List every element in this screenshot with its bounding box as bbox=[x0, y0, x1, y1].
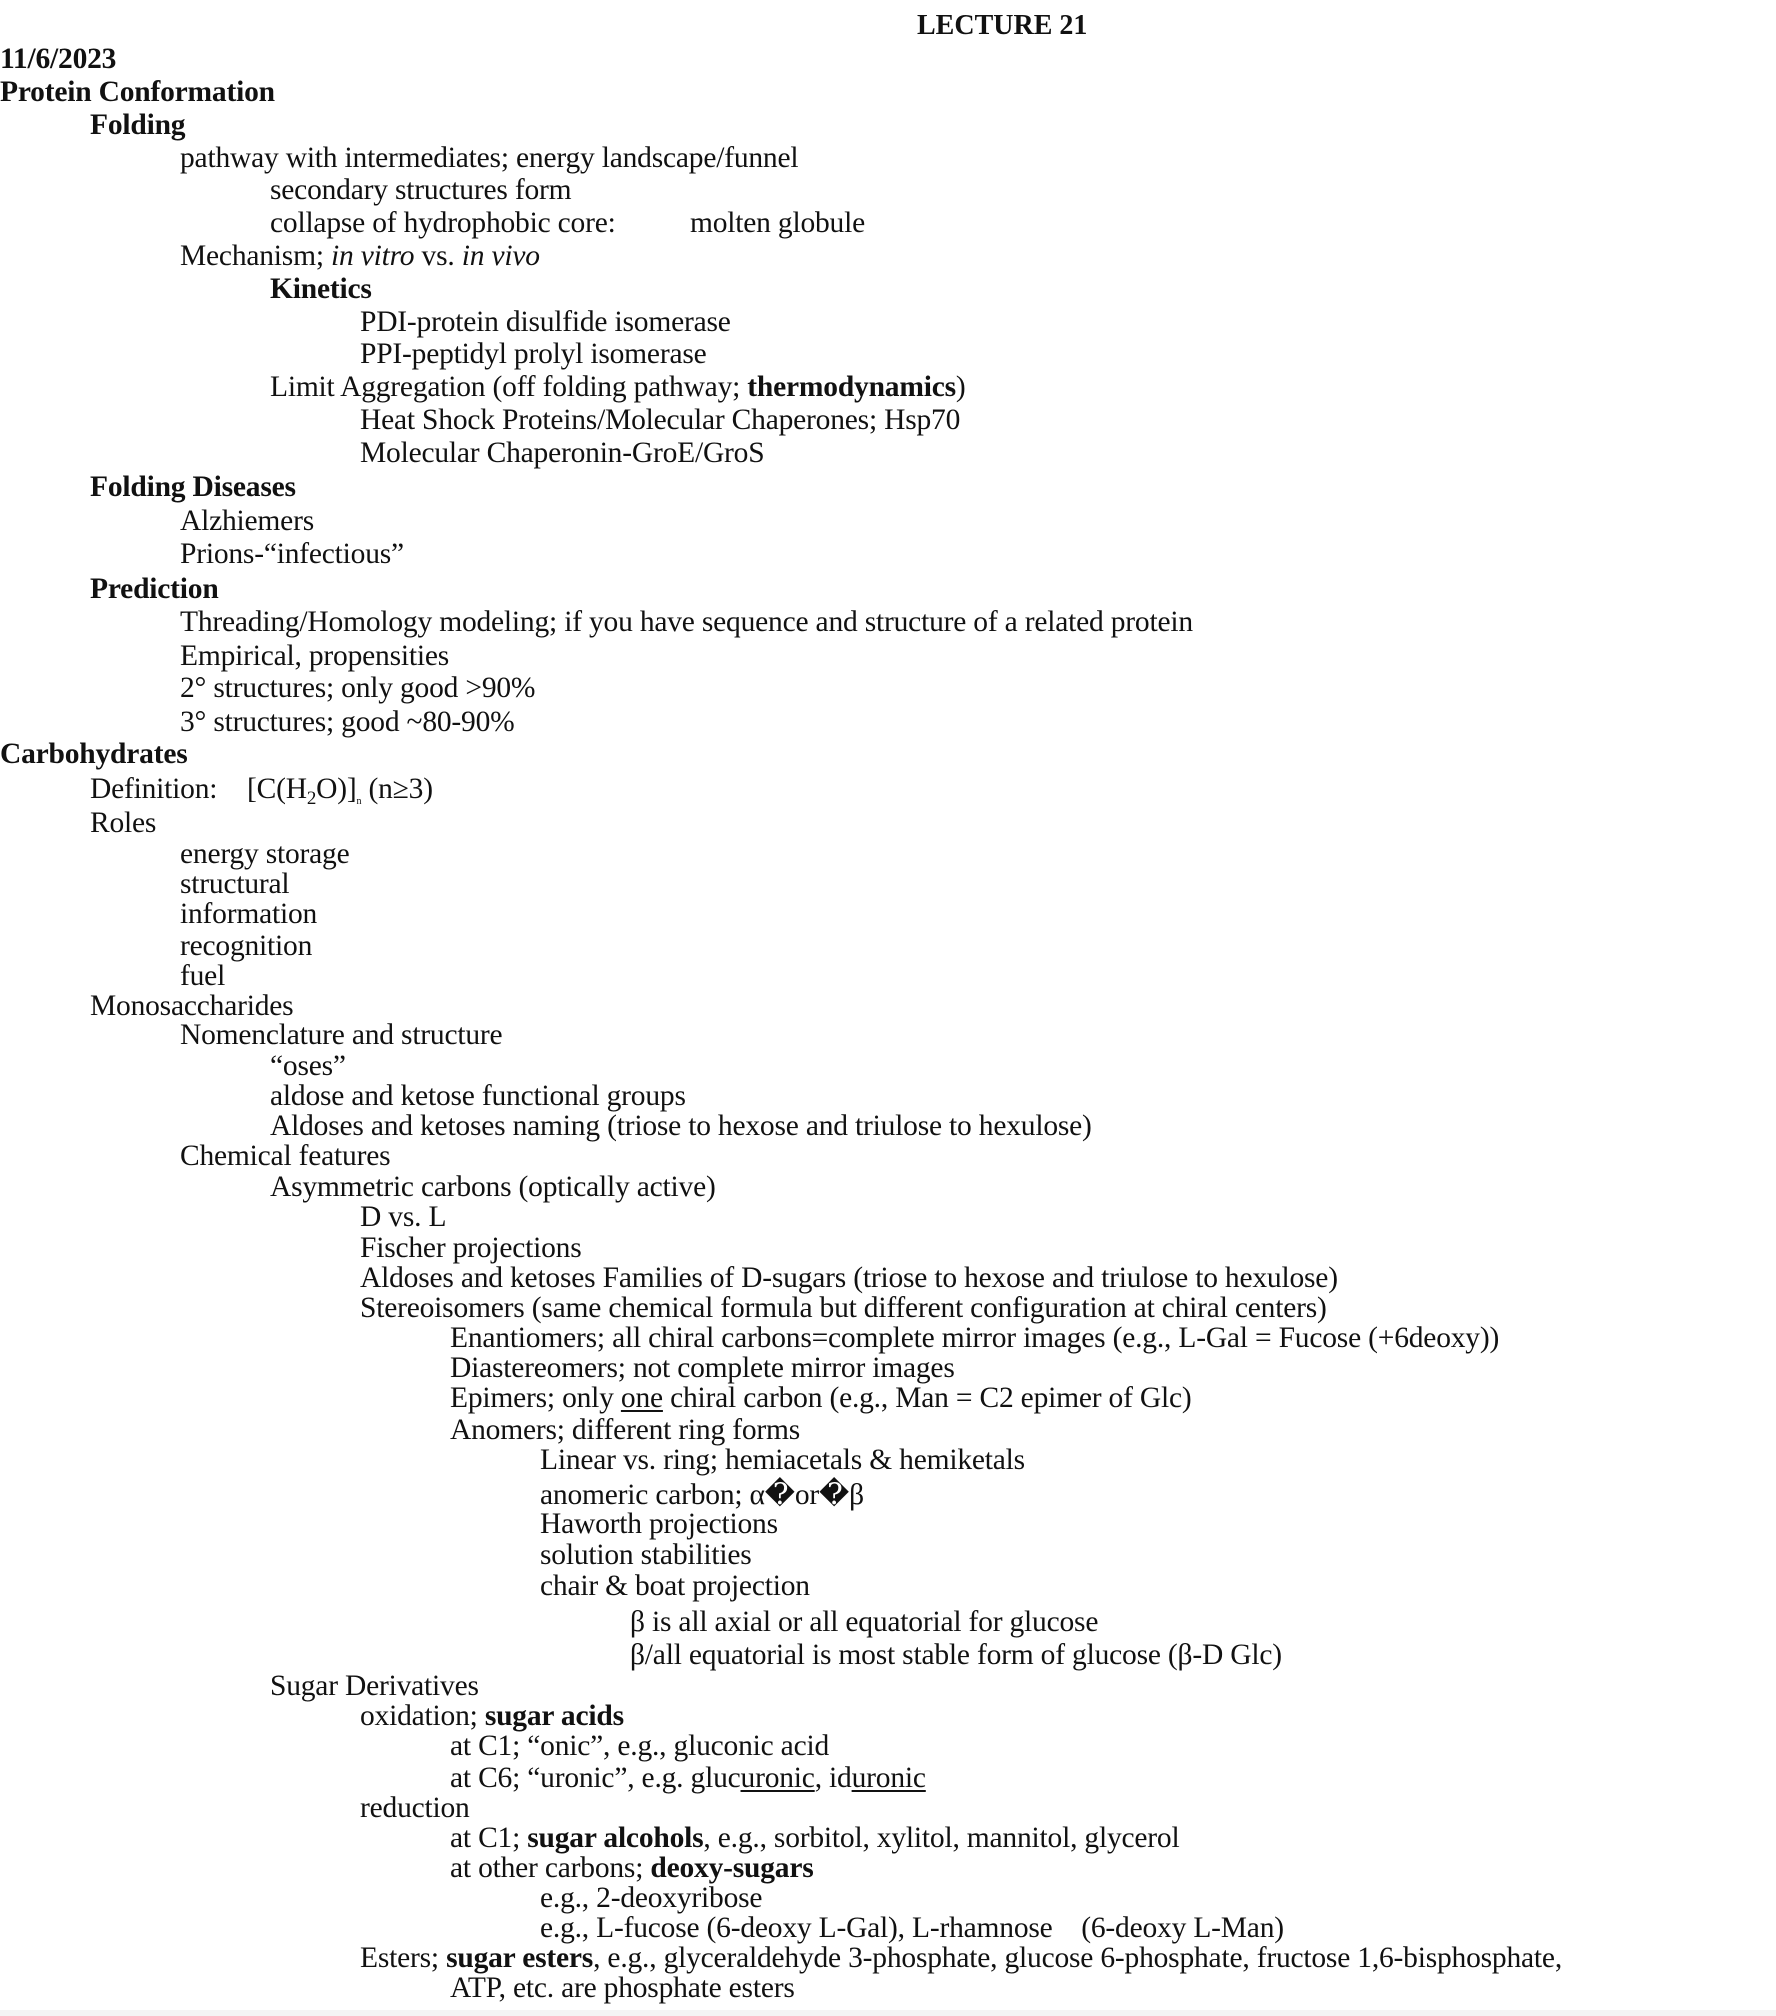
line-fischer: Fischer projections bbox=[360, 1232, 582, 1264]
line-empirical: Empirical, propensities bbox=[180, 640, 450, 672]
line-definition-formula: $[C(H_2O)]_n$ (n≥3) bbox=[247, 773, 433, 809]
line-role-energy: energy storage bbox=[180, 838, 350, 870]
line-asymmetric: Asymmetric carbons (optically active) bbox=[270, 1171, 716, 1203]
line-esters: Esters; sugar esters, e.g., glyceraldehyde 3-phosphate, glucose 6-phosphate, fructose 1,6-bisphosphate, bbox=[360, 1942, 1562, 1974]
line-solution-stabilities: solution stabilities bbox=[540, 1539, 752, 1571]
line-at-c6-uronic: at C6; “uronic”, e.g. glucuronic, iduronic bbox=[450, 1762, 926, 1794]
line-ppi: PPI-peptidyl prolyl isomerase bbox=[360, 338, 707, 370]
line-pdi: PDI-protein disulfide isomerase bbox=[360, 306, 731, 338]
line-oxidation: oxidation; sugar acids bbox=[360, 1700, 624, 1732]
line-haworth: Haworth projections bbox=[540, 1508, 778, 1540]
line-role-structural: structural bbox=[180, 868, 290, 900]
heading-prediction: Prediction bbox=[90, 573, 219, 605]
lecture-date: 11/6/2023 bbox=[0, 43, 117, 75]
line-role-recognition: recognition bbox=[180, 930, 313, 962]
page-bottom-edge bbox=[0, 2010, 1776, 2016]
line-families: Aldoses and ketoses Families of D-sugars (triose to hexose and triulose to hexulose) bbox=[360, 1262, 1338, 1294]
line-aldose-ketose: aldose and ketose functional groups bbox=[270, 1080, 686, 1112]
line-secondary-prediction: 2° structures; only good >90% bbox=[180, 672, 536, 704]
line-oses: “oses” bbox=[270, 1050, 346, 1082]
line-epimers: Epimers; only one chiral carbon (e.g., Man = C2 epimer of Glc) bbox=[450, 1382, 1192, 1414]
line-other-carbons: at other carbons; deoxy-sugars bbox=[450, 1852, 814, 1884]
line-threading: Threading/Homology modeling; if you have sequence and structure of a related protein bbox=[180, 606, 1193, 638]
line-alzhiemers: Alzhiemers bbox=[180, 505, 314, 537]
line-role-fuel: fuel bbox=[180, 960, 226, 992]
line-at-c1-alcohols: at C1; sugar alcohols, e.g., sorbitol, xylitol, mannitol, glycerol bbox=[450, 1822, 1180, 1854]
lecture-title: LECTURE 21 bbox=[917, 10, 1088, 41]
line-chair-boat: chair & boat projection bbox=[540, 1570, 810, 1602]
line-definition-label: Definition: bbox=[90, 773, 218, 805]
line-folding-pathway: pathway with intermediates; energy landscape/funnel bbox=[180, 142, 799, 174]
line-molten-globule: molten globule bbox=[690, 207, 865, 239]
line-anomers: Anomers; different ring forms bbox=[450, 1414, 801, 1446]
line-eg-deoxyribose: e.g., 2-deoxyribose bbox=[540, 1882, 763, 1914]
line-chemical-features: Chemical features bbox=[180, 1140, 391, 1172]
line-eg-fucose: e.g., L-fucose (6-deoxy L-Gal), L-rhamnose (6-deoxy L-Man) bbox=[540, 1912, 1284, 1944]
line-chaperonin: Molecular Chaperonin-GroE/GroS bbox=[360, 437, 765, 469]
line-tertiary-prediction: 3° structures; good ~80-90% bbox=[180, 706, 515, 738]
line-nomenclature: Nomenclature and structure bbox=[180, 1019, 503, 1051]
line-enantiomers: Enantiomers; all chiral carbons=complete mirror images (e.g., L-Gal = Fucose (+6deoxy)) bbox=[450, 1322, 1500, 1354]
line-reduction: reduction bbox=[360, 1792, 470, 1824]
line-linear-ring: Linear vs. ring; hemiacetals & hemiketals bbox=[540, 1444, 1025, 1476]
heading-folding-diseases: Folding Diseases bbox=[90, 471, 296, 503]
heading-kinetics: Kinetics bbox=[270, 273, 372, 305]
line-naming: Aldoses and ketoses naming (triose to hexose and triulose to hexulose) bbox=[270, 1110, 1092, 1142]
line-atp: ATP, etc. are phosphate esters bbox=[450, 1972, 795, 2004]
line-collapse-core: collapse of hydrophobic core: bbox=[270, 207, 616, 239]
line-beta-equatorial: β/all equatorial is most stable form of glucose (β-D Glc) bbox=[630, 1639, 1282, 1671]
line-beta-axial: β is all axial or all equatorial for glucose bbox=[630, 1606, 1099, 1638]
line-limit-aggregation: Limit Aggregation (off folding pathway; thermodynamics) bbox=[270, 371, 966, 403]
line-diastereomers: Diastereomers; not complete mirror images bbox=[450, 1352, 955, 1384]
line-role-information: information bbox=[180, 898, 318, 930]
line-monosaccharides: Monosaccharides bbox=[90, 990, 294, 1022]
line-mechanism: Mechanism; in vitro vs. in vivo bbox=[180, 240, 540, 272]
line-sugar-derivatives: Sugar Derivatives bbox=[270, 1670, 479, 1702]
heading-folding: Folding bbox=[90, 109, 186, 141]
line-anomeric-carbon: anomeric carbon; α�or�β bbox=[540, 1479, 864, 1511]
line-at-c1-onic: at C1; “onic”, e.g., gluconic acid bbox=[450, 1730, 830, 1762]
line-stereoisomers: Stereoisomers (same chemical formula but different configuration at chiral centers) bbox=[360, 1292, 1327, 1324]
heading-carbohydrates: Carbohydrates bbox=[0, 738, 188, 770]
line-roles: Roles bbox=[90, 807, 157, 839]
line-secondary-form: secondary structures form bbox=[270, 174, 572, 206]
heading-protein-conformation: Protein Conformation bbox=[0, 76, 275, 108]
line-d-vs-l: D vs. L bbox=[360, 1201, 447, 1233]
line-prions: Prions-“infectious” bbox=[180, 538, 404, 570]
line-heat-shock: Heat Shock Proteins/Molecular Chaperones; Hsp70 bbox=[360, 404, 961, 436]
